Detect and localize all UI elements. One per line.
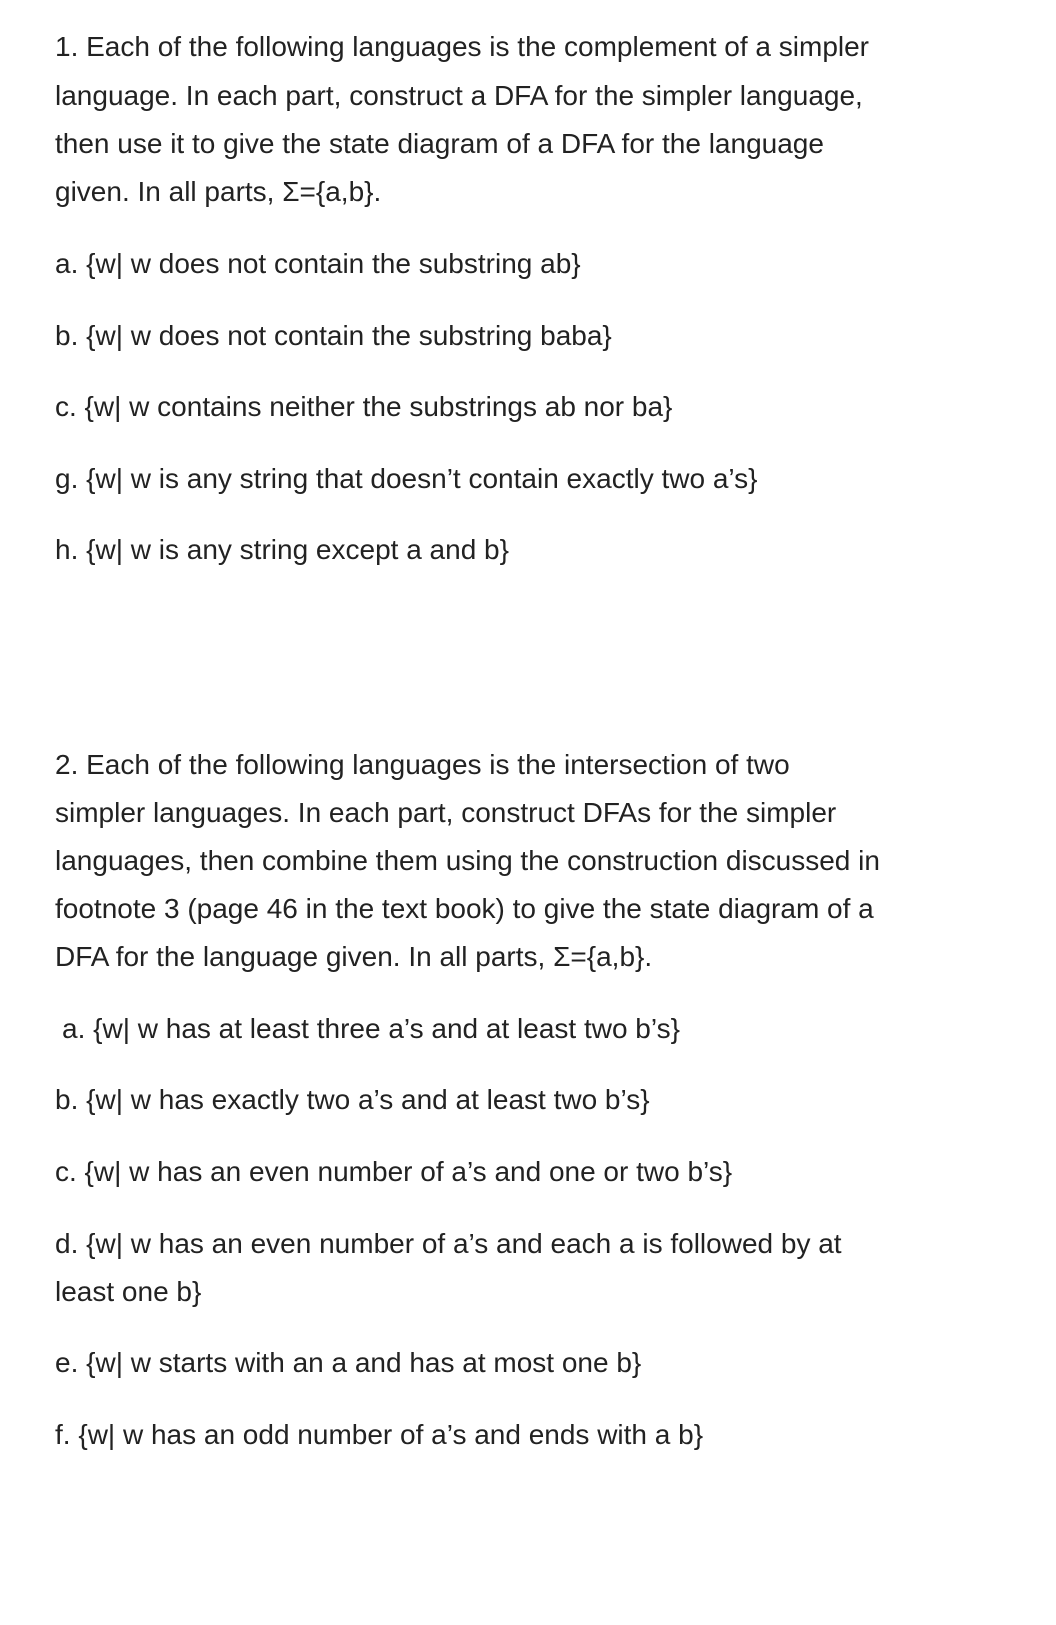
q2-part-e: e. {w| w starts with an a and has at most one b}	[55, 1347, 642, 1378]
q1-intro-line-3: then use it to give the state diagram of a DFA for the language	[55, 128, 824, 159]
q1-intro-line-1: 1. Each of the following languages is the complement of a simpler	[55, 31, 870, 62]
q1-intro-line-2: language. In each part, construct a DFA for the simpler language,	[55, 80, 863, 111]
q2-intro-line-5: DFA for the language given. In all parts, Σ={a,b}.	[55, 941, 653, 972]
q2-intro-line-3: languages, then combine them using the construction discussed in	[55, 845, 880, 876]
q2-part-b: b. {w| w has exactly two a’s and at least two b’s}	[55, 1084, 650, 1115]
q1-part-a: a. {w| w does not contain the substring ab}	[55, 248, 581, 279]
q2-part-d-line-2: least one b}	[55, 1276, 202, 1307]
q1-intro-line-4: given. In all parts, Σ={a,b}.	[55, 176, 382, 207]
q1-part-g: g. {w| w is any string that doesn’t contain exactly two a’s}	[55, 463, 758, 494]
q2-intro-line-4: footnote 3 (page 46 in the text book) to give the state diagram of a	[55, 893, 874, 924]
q1-part-h: h. {w| w is any string except a and b}	[55, 534, 509, 565]
q2-part-d-line-1: d. {w| w has an even number of a’s and each a is followed by at	[55, 1228, 842, 1259]
q1-part-c: c. {w| w contains neither the substrings ab nor ba}	[55, 391, 673, 422]
q2-part-f: f. {w| w has an odd number of a’s and ends with a b}	[55, 1419, 704, 1450]
q2-intro-line-2: simpler languages. In each part, construct DFAs for the simpler	[55, 797, 837, 828]
q2-intro-line-1: 2. Each of the following languages is the intersection of two	[55, 749, 790, 780]
q2-part-c: c. {w| w has an even number of a’s and one or two b’s}	[55, 1156, 733, 1187]
q1-part-b: b. {w| w does not contain the substring baba}	[55, 320, 612, 351]
q2-part-a: a. {w| w has at least three a’s and at least two b’s}	[62, 1013, 680, 1044]
